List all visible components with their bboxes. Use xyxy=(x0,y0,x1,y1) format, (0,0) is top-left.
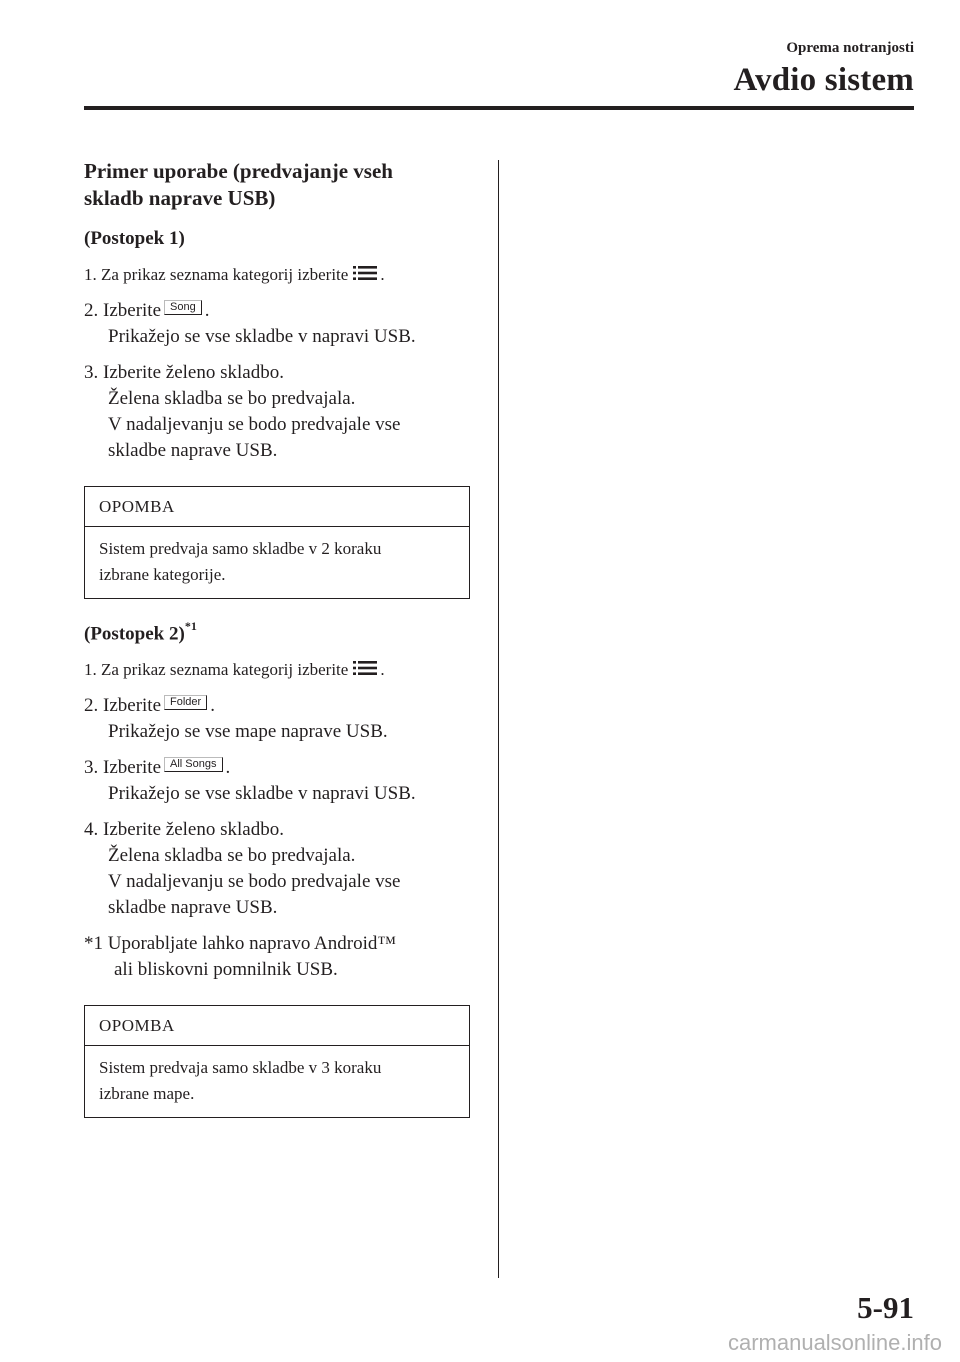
note-text: Sistem predvaja samo skladbe v 2 koraku izbrane kategorije. xyxy=(99,539,382,584)
footnote-marker: *1 xyxy=(184,619,197,633)
procedure-1-heading: (Postopek 1) xyxy=(84,228,185,249)
procedure-2-heading: (Postopek 2)$^{*1}$ xyxy=(84,619,197,645)
section-title: Oprema notranjosti xyxy=(786,40,914,56)
usage-example-title: Primer uporabe (predvajanje vseh skladb naprave USB) xyxy=(84,159,393,210)
folder-button[interactable]: Folder xyxy=(164,695,207,710)
note-title: OPOMBA xyxy=(85,487,469,527)
all-songs-button[interactable]: All Songs xyxy=(164,757,222,772)
note-box xyxy=(84,486,470,599)
note-text: Sistem predvaja samo skladbe v 3 koraku izbrane mape. xyxy=(99,1058,382,1104)
list-icon xyxy=(352,660,378,676)
procedure-1-step-3: 3. Izberite želeno skladbo. Želena skladba se bo predvajala. V nadaljevanju se bodo predvajale vse skladbe naprave USB. xyxy=(84,362,401,461)
song-button[interactable]: Song xyxy=(164,300,202,315)
procedure-1-step-2: 2. Izberite Song . Prikažejo se vse skladbe v napravi USB. xyxy=(84,300,416,347)
header-rule xyxy=(84,106,914,110)
list-icon xyxy=(352,265,378,281)
procedure-2-step-4: 4. Izberite želeno skladbo. Želena skladba se bo predvajala. V nadaljevanju se bodo predvajale vse skladbe naprave USB. xyxy=(84,819,401,919)
note-title: OPOMBA xyxy=(85,1006,469,1046)
note-box xyxy=(84,1005,470,1118)
procedure-1-step-1: 1. Za prikaz seznama kategorij izberite . xyxy=(84,265,385,284)
column-divider xyxy=(498,160,499,1278)
watermark: carmanualsonline.info xyxy=(727,1330,942,1355)
footnote: *1 Uporabljate lahko napravo Android™ ali bliskovni pomnilnik USB. xyxy=(84,933,396,981)
procedure-2-step-3: 3. Izberite All Songs . Prikažejo se vse skladbe v napravi USB. xyxy=(84,757,416,805)
page-number: 5-91 xyxy=(857,1290,914,1325)
left-column xyxy=(84,158,474,1134)
procedure-2-step-2: 2. Izberite Folder . Prikažejo se vse mape naprave USB. xyxy=(84,695,388,743)
chapter-title: Avdio sistem xyxy=(733,62,914,98)
procedure-2-step-1: 1. Za prikaz seznama kategorij izberite . xyxy=(84,660,385,680)
